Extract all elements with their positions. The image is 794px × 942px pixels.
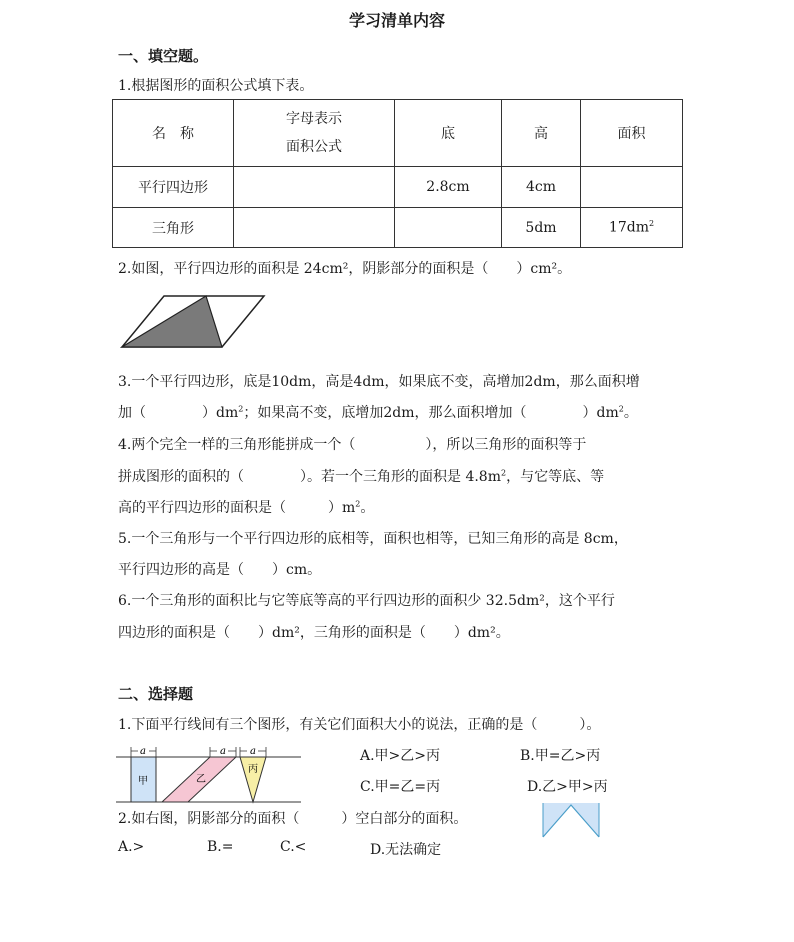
header-name: 名 称 [113, 100, 234, 167]
option-d[interactable]: D.乙>甲>丙 [527, 779, 608, 795]
option-b[interactable]: B.甲=乙>丙 [520, 748, 601, 764]
label-yi: 乙 [196, 774, 206, 785]
row2-base[interactable] [395, 208, 502, 248]
q4-sup-a: 2 [501, 468, 507, 478]
row2-area-sup: 2 [648, 219, 655, 229]
question-1-1: 1.根据图形的面积公式填下表。 [118, 78, 314, 94]
q3-part-a: 加（ ）dm [118, 405, 239, 421]
dim-a-label-2: a [220, 746, 226, 757]
header-base: 底 [395, 100, 502, 167]
row1-height[interactable]: 4cm [502, 167, 581, 208]
section-heading-choice: 二、选择题 [118, 685, 194, 703]
row2-name[interactable]: 三角形 [113, 208, 234, 248]
q3-sup-b: 2 [618, 404, 624, 414]
choice-2-option-d[interactable]: D.无法确定 [370, 842, 442, 858]
q4-part-c: 高的平行四边形的面积是（ ）m [118, 500, 356, 516]
header-formula-line2: 面积公式 [286, 139, 342, 155]
question-1-6-line1: 6.一个三角形的面积比与它等底等高的平行四边形的面积少 32.5dm²，这个平行 [118, 593, 615, 609]
section-heading-fill-blank: 一、填空题。 [118, 47, 209, 65]
row2-height[interactable]: 5dm [502, 208, 581, 248]
row1-base[interactable]: 2.8cm [395, 167, 502, 208]
question-2-1: 1.下面平行线间有三个图形，有关它们面积大小的说法，正确的是（ ）。 [118, 717, 601, 733]
question-1-5-line2: 平行四边形的高是（ ）cm。 [118, 562, 322, 578]
area-formula-table [112, 99, 683, 248]
question-2-2: 2.如右图，阴影部分的面积（ ）空白部分的面积。 [118, 811, 468, 827]
row2-formula[interactable] [234, 208, 395, 248]
option-c[interactable]: C.甲=乙=丙 [360, 779, 441, 795]
question-1-2: 2.如图，平行四边形的面积是 24cm²，阴影部分的面积是（ ）cm²。 [118, 261, 572, 277]
triangle-rectangle-figure [542, 802, 600, 838]
label-bing: 丙 [248, 764, 258, 775]
header-formula-line1: 字母表示 [286, 111, 342, 127]
table-row [113, 208, 683, 248]
q3-sup-a: 2 [238, 404, 244, 414]
question-1-5-line1: 5.一个三角形与一个平行四边形的底相等，面积也相等，已知三角形的高是 8cm， [118, 531, 628, 547]
header-area: 面积 [581, 100, 683, 167]
q3-part-c: 。 [623, 405, 638, 421]
parallel-shapes-figure [116, 744, 302, 806]
row1-area[interactable] [581, 167, 683, 208]
parallelogram-figure [120, 293, 270, 353]
q4-part-a: 拼成图形的面积的（ ）。若一个三角形的面积是 4.8m [118, 469, 501, 485]
header-height: 高 [502, 100, 581, 167]
row1-formula[interactable] [234, 167, 395, 208]
header-formula [234, 100, 395, 167]
q4-part-b: ，与它等底、等 [506, 469, 605, 485]
q4-sup-b: 2 [355, 499, 361, 509]
dimension-markers [131, 747, 266, 757]
label-jia: 甲 [138, 776, 148, 787]
dim-a-label-1: a [140, 746, 146, 757]
q3-part-b: ；如果高不变，底增加2dm，那么面积增加（ ）dm [243, 405, 619, 421]
question-1-3-line2 [118, 402, 638, 422]
question-1-4-line1: 4.两个完全一样的三角形能拼成一个（ ），所以三角形的面积等于 [118, 437, 587, 453]
row2-area-value: 17dm [608, 219, 649, 236]
page-title: 学习清单内容 [348, 11, 445, 30]
dim-a-label-3: a [250, 746, 256, 757]
row1-name[interactable]: 平行四边形 [113, 167, 234, 208]
choice-2-option-b[interactable]: B.= [207, 839, 234, 855]
row2-area[interactable] [581, 208, 683, 248]
question-1-3-line1: 3.一个平行四边形，底是10dm，高是4dm，如果底不变，高增加2dm，那么面积增 [118, 374, 640, 390]
table-row [113, 167, 683, 208]
question-1-4-line3 [118, 497, 374, 517]
q4-part-d: 。 [360, 500, 375, 516]
option-a[interactable]: A.甲>乙>丙 [360, 748, 441, 764]
question-1-6-line2: 四边形的面积是（ ）dm²，三角形的面积是（ ）dm²。 [118, 625, 510, 641]
choice-2-option-c[interactable]: C.< [280, 839, 307, 855]
choice-2-option-a[interactable]: A.> [118, 839, 145, 855]
question-1-4-line2 [118, 466, 604, 486]
